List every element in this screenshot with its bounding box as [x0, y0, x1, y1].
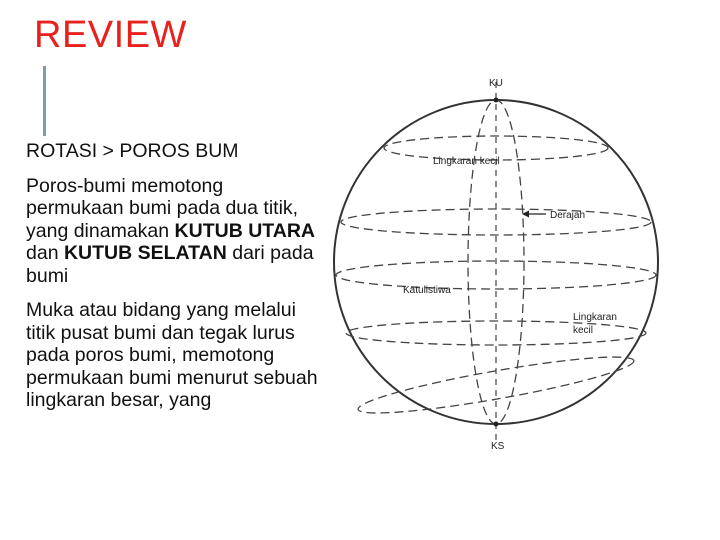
south-pole-term: KUTUB SELATAN: [63, 242, 227, 264]
label-meridian: Derajah: [550, 210, 586, 221]
paragraph-poles: [26, 175, 326, 288]
accent-bar: [43, 66, 46, 136]
slide-title: REVIEW: [34, 14, 187, 56]
label-south-pole: KS: [491, 441, 505, 452]
north-pole-term: KUTUB UTARA: [174, 219, 315, 242]
label-north-pole: KU: [489, 78, 503, 89]
slide-body: [26, 140, 326, 424]
slide-heading: ROTASI > POROS BUM: [26, 140, 239, 162]
label-small-circle-top: Lingkaran kecil: [433, 156, 500, 167]
south-pole-dot: [494, 422, 499, 427]
north-pole-dot: [494, 98, 499, 103]
globe-diagram: [325, 70, 720, 470]
paragraph-poles-text-1: Poros-bumi memotong permukaan bumi pada dua titik, yang dinamakan: [26, 174, 299, 242]
label-equator: Katulistiwa: [403, 285, 451, 296]
label-small-circle-bottom-2: kecil: [573, 325, 594, 336]
mid-latitude-circle: [341, 209, 651, 235]
paragraph-poles-text-3: dari pada bumi: [26, 242, 314, 287]
label-small-circle-bottom-1: Lingkaran: [573, 312, 617, 323]
paragraph-equator: Muka atau bidang yang melalui titik pusat bumi dan tegak lurus pada poros bumi, memotong permukaan bumi menurut sebuah lingkaran besar, yang: [26, 299, 318, 411]
paragraph-poles-text-2: dan: [26, 242, 64, 264]
